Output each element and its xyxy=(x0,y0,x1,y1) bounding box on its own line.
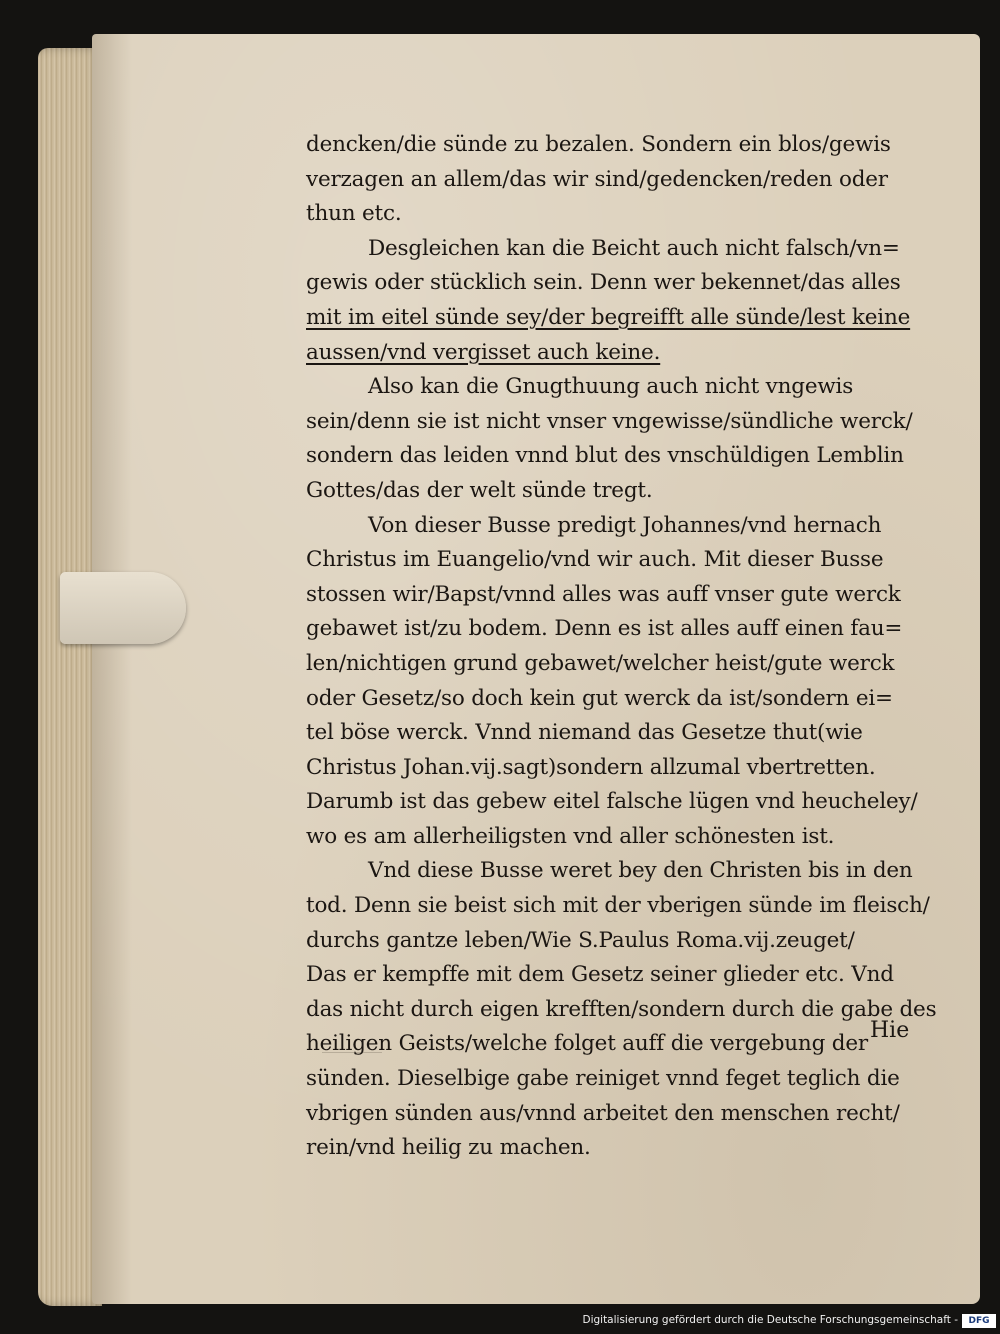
text-line: gebawet ist/zu bodem. Denn es ist alles auff einen fau= xyxy=(306,616,903,642)
digitization-credit: Digitalisierung gefördert durch die Deutsche Forschungsgemeinschaft - xyxy=(582,1314,958,1326)
bookmark-tab xyxy=(60,572,186,644)
text-line: thun etc. xyxy=(306,201,402,227)
text-line: Darumb ist das gebew eitel falsche lügen vnd heucheley/ xyxy=(306,789,918,815)
text-line: sein/denn sie ist nicht vnser vngewisse/sündliche werck/ xyxy=(306,408,913,434)
text-line: sondern das leiden vnnd blut des vnschüldigen Lemblin xyxy=(306,443,904,469)
text-line: wo es am allerheiligsten vnd aller schönesten ist. xyxy=(306,823,835,849)
underlined-span: aussen/vnd vergisset auch keine. xyxy=(306,339,661,365)
text-line: dencken/die sünde zu bezalen. Sondern ein blos/gewis xyxy=(306,132,891,157)
text-line-underlined: mit im eitel sünde sey/der begreifft alle sünde/lest keine xyxy=(306,304,911,330)
catchword: Hie xyxy=(870,1018,910,1043)
text-line: rein/vnd heilig zu machen. xyxy=(306,1135,591,1161)
text-line-underlined xyxy=(306,336,926,371)
text-line: Von dieser Busse predigt Johannes/vnd hernach xyxy=(368,512,882,538)
text-line: oder Gesetz/so doch kein gut werck da ist/sondern ei= xyxy=(306,685,893,711)
text-line: tel böse werck. Vnnd niemand das Gesetze thut(wie xyxy=(306,720,863,746)
text-line: das nicht durch eigen krefften/sondern durch die gabe des xyxy=(306,996,937,1022)
text-line: stossen wir/Bapst/vnnd alles was auff vnser gute werck xyxy=(306,581,901,607)
text-line: verzagen an allem/das wir sind/gedencken/reden oder xyxy=(306,166,888,192)
text-line: durchs gantze leben/Wie S.Paulus Roma.vij.zeuget/ xyxy=(306,927,855,953)
text-line: sünden. Dieselbige gabe reiniget vnnd feget teglich die xyxy=(306,1066,900,1092)
text-line: Das er kempffe mit dem Gesetz seiner glieder etc. Vnd xyxy=(306,962,894,988)
text-line: Vnd diese Busse weret bey den Christen bis in den xyxy=(368,858,913,884)
text-line: Also kan die Gnugthuung auch nicht vngewis xyxy=(368,374,854,400)
text-line: tod. Denn sie beist sich mit der vberigen sünde im fleisch/ xyxy=(306,893,930,919)
text-line: Christus im Euangelio/vnd wir auch. Mit dieser Busse xyxy=(306,547,884,573)
dfg-logo: DFG xyxy=(962,1314,996,1328)
faint-bleed-through xyxy=(322,1030,382,1053)
text-line: gewis oder stücklich sein. Denn wer bekennet/das alles xyxy=(306,270,901,296)
text-line: Gottes/das der welt sünde tregt. xyxy=(306,477,653,503)
page-text xyxy=(306,128,937,1166)
text-line: heiligen Geists/welche folget auff die vergebung der xyxy=(306,1031,868,1057)
text-line: Desgleichen kan die Beicht auch nicht falsch/vn= xyxy=(368,235,900,261)
text-line: len/nichtigen grund gebawet/welcher heist/gute werck xyxy=(306,650,895,676)
text-line: Christus Johan.vij.sagt)sondern allzumal vbertretten. xyxy=(306,754,876,780)
text-line: vbrigen sünden aus/vnnd arbeitet den menschen recht/ xyxy=(306,1100,900,1126)
